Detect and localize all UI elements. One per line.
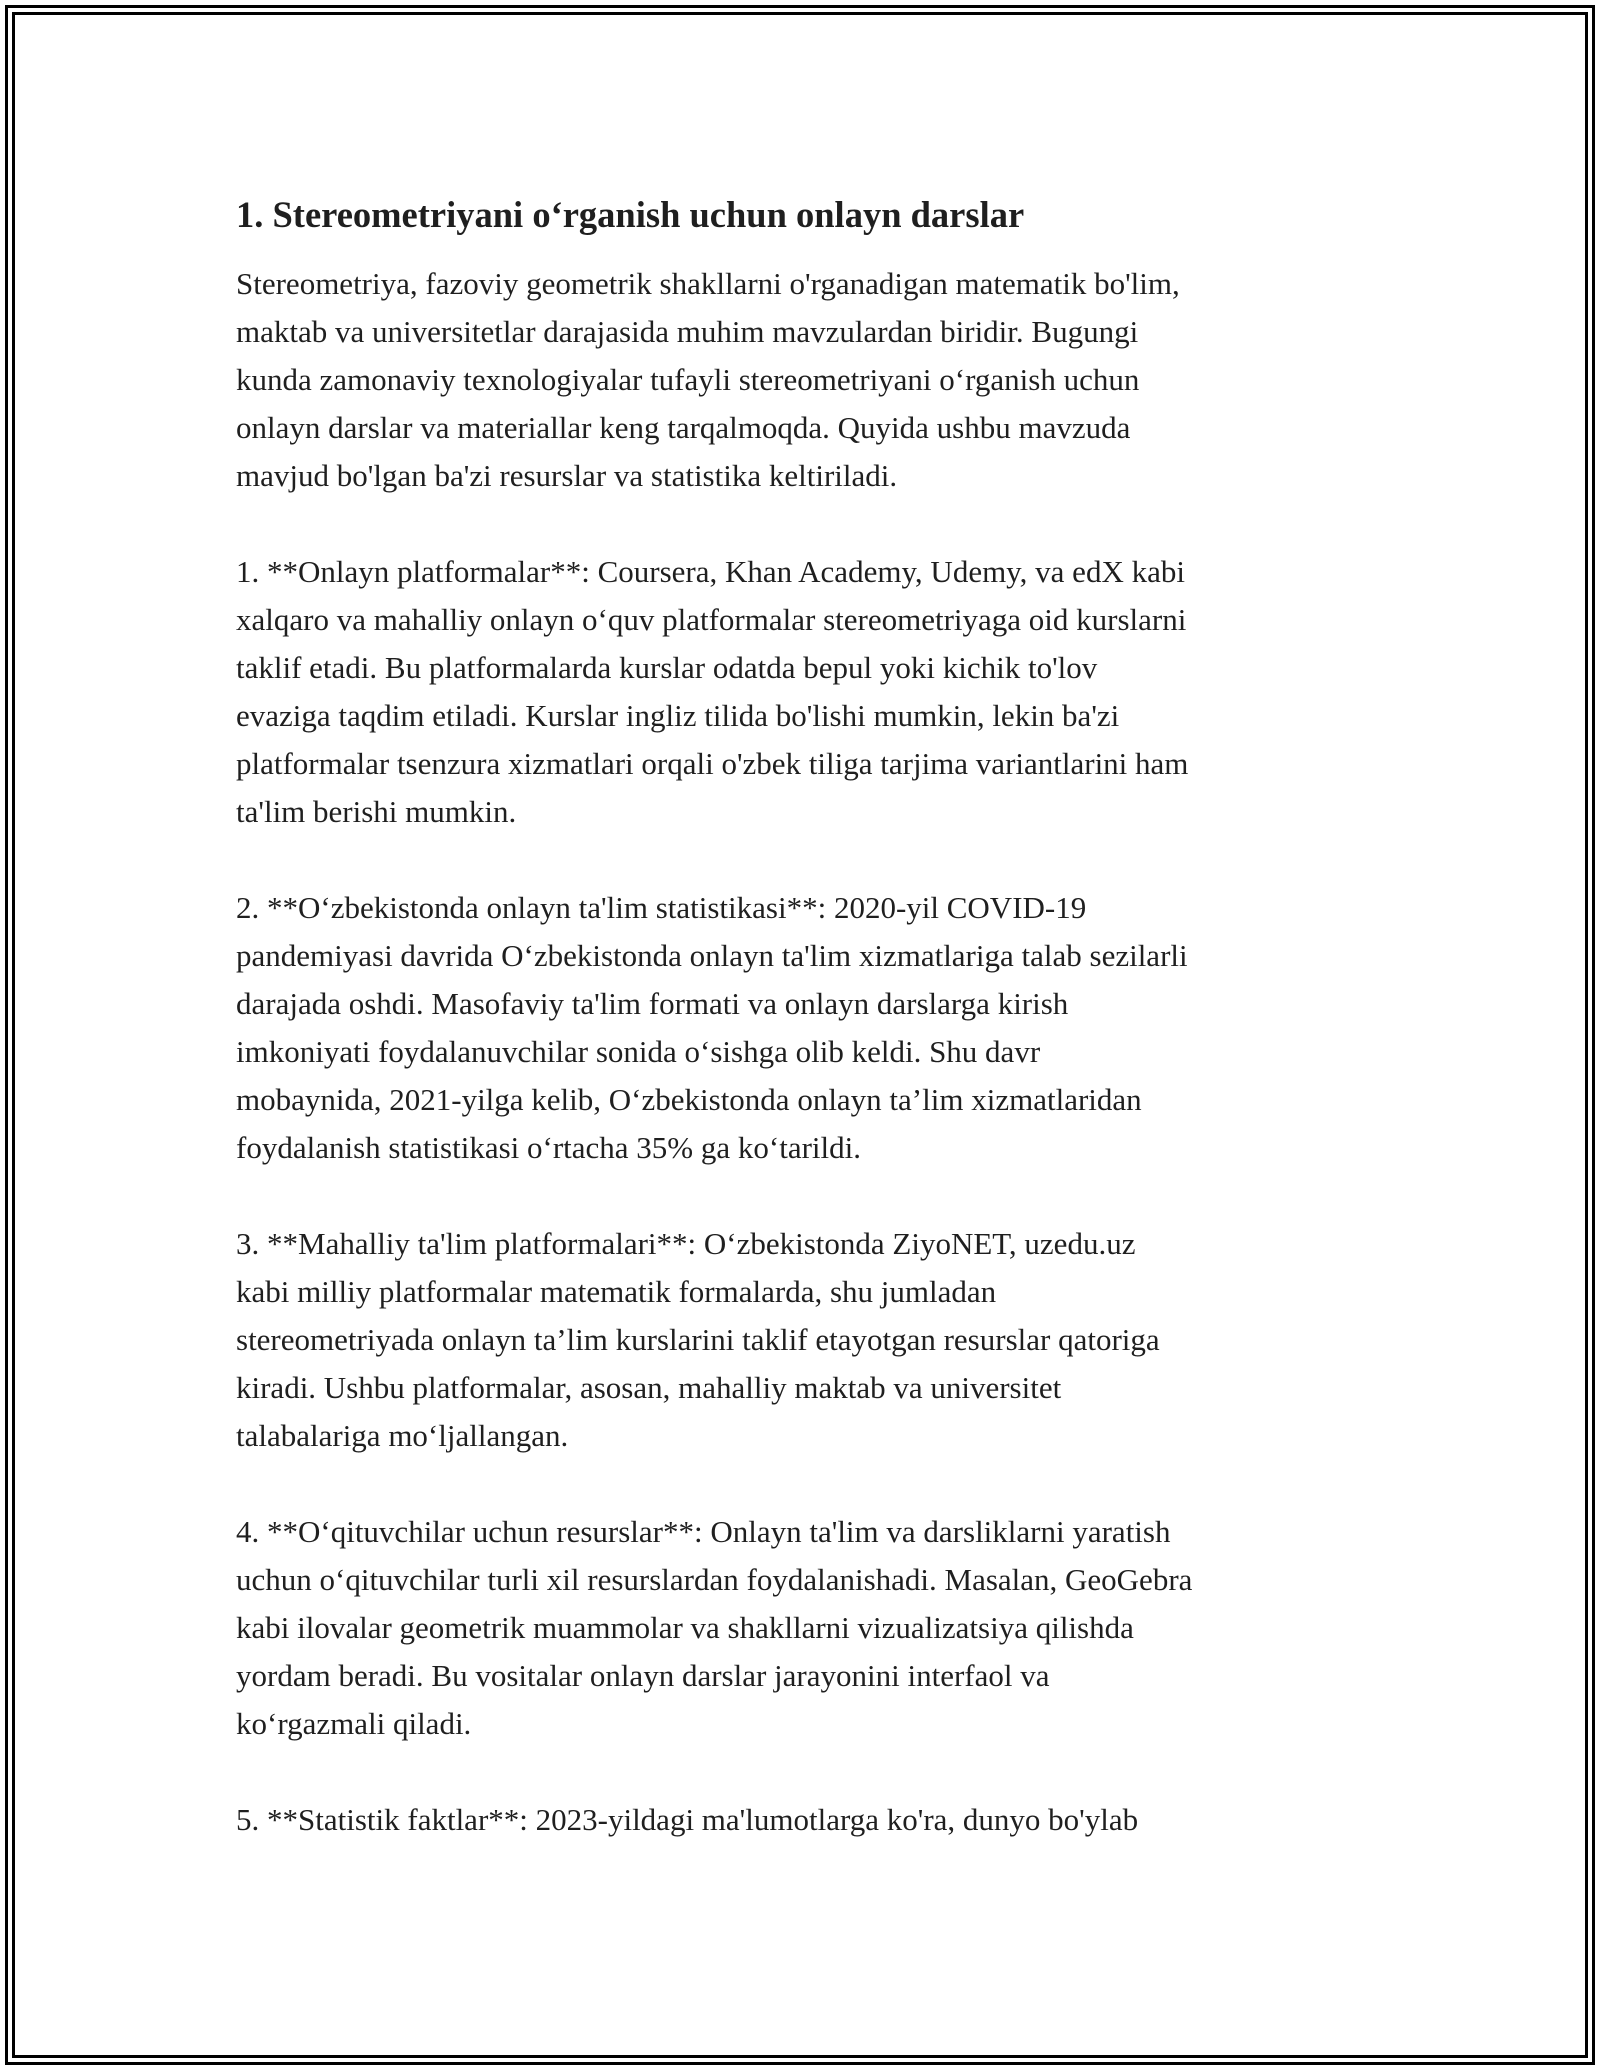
paragraph-line: pandemiyasi davrida O‘zbekistonda onlayn ta'lim xizmatlariga talab sezilarli [236,938,1188,973]
paragraph-line: 1. **Onlayn platformalar**: Coursera, Khan Academy, Udemy, va edX kabi [236,554,1185,589]
list-item-teacher-resources [236,1508,1376,1748]
paragraph-line: xalqaro va mahalliy onlayn o‘quv platformalar stereometriyaga oid kurslarni [236,602,1187,637]
paragraph-line: 3. **Mahalliy ta'lim platformalari**: O‘zbekistonda ZiyoNET, uzedu.uz [236,1226,1136,1261]
list-item-local-platforms [236,1220,1376,1460]
paragraph-line: darajada oshdi. Masofaviy ta'lim formati va onlayn darslarga kirish [236,986,1069,1021]
document-title: 1. Stereometriyani o‘rganish uchun onlayn darslar [236,194,1025,235]
paragraph-line: 4. **O‘qituvchilar uchun resurslar**: Onlayn ta'lim va darsliklarni yaratish [236,1514,1171,1549]
document-body [236,188,1376,1844]
paragraph-line: 2. **O‘zbekistonda onlayn ta'lim statistikasi**: 2020-yil COVID-19 [236,890,1087,925]
paragraph-line: kabi ilovalar geometrik muammolar va shakllarni vizualizatsiya qilishda [236,1610,1134,1645]
paragraph-line: yordam beradi. Bu vositalar onlayn darslar jarayonini interfaol va [236,1658,1050,1693]
paragraph-line: mobaynida, 2021-yilga kelib, O‘zbekistonda onlayn ta’lim xizmatlaridan [236,1082,1142,1117]
paragraph-line: stereometriyada onlayn ta’lim kurslarini taklif etayotgan resurslar qatoriga [236,1322,1160,1357]
paragraph-line: onlayn darslar va materiallar keng tarqalmoqda. Quyida ushbu mavzuda [236,410,1131,445]
paragraph-line: imkoniyati foydalanuvchilar sonida o‘sishga olib keldi. Shu davr [236,1034,1041,1069]
list-item-statistical-facts [236,1796,1376,1844]
paragraph-line: 5. **Statistik faktlar**: 2023-yildagi ma'lumotlarga ko'ra, dunyo bo'ylab [236,1802,1139,1837]
paragraph-line: uchun o‘qituvchilar turli xil resurslardan foydalanishadi. Masalan, GeoGebra [236,1562,1193,1597]
paragraph-line: ko‘rgazmali qiladi. [236,1706,472,1741]
paragraph-line: foydalanish statistikasi o‘rtacha 35% ga ko‘tarildi. [236,1130,861,1165]
paragraph-line: taklif etadi. Bu platformalarda kurslar odatda bepul yoki kichik to'lov [236,650,1098,685]
paragraph-line: maktab va universitetlar darajasida muhim mavzulardan biridir. Bugungi [236,314,1139,349]
paragraph-line: kunda zamonaviy texnologiyalar tufayli stereometriyani o‘rganish uchun [236,362,1140,397]
paragraph-line: kiradi. Ushbu platformalar, asosan, mahalliy maktab va universitet [236,1370,1062,1405]
intro-paragraph [236,260,1376,500]
paragraph-line: mavjud bo'lgan ba'zi resurslar va statistika keltiriladi. [236,458,898,493]
paragraph-line: kabi milliy platformalar matematik formalarda, shu jumladan [236,1274,997,1309]
list-item-uzbekistan-statistics [236,884,1376,1172]
paragraph-line: Stereometriya, fazoviy geometrik shakllarni o'rganadigan matematik bo'lim, [236,266,1180,301]
list-item-online-platforms [236,548,1376,836]
paragraph-line: talabalariga mo‘ljallangan. [236,1418,569,1453]
paragraph-line: evaziga taqdim etiladi. Kurslar ingliz tilida bo'lishi mumkin, lekin ba'zi [236,698,1120,733]
paragraph-line: ta'lim berishi mumkin. [236,794,517,829]
paragraph-line: platformalar tsenzura xizmatlari orqali o'zbek tiliga tarjima variantlarini ham [236,746,1189,781]
